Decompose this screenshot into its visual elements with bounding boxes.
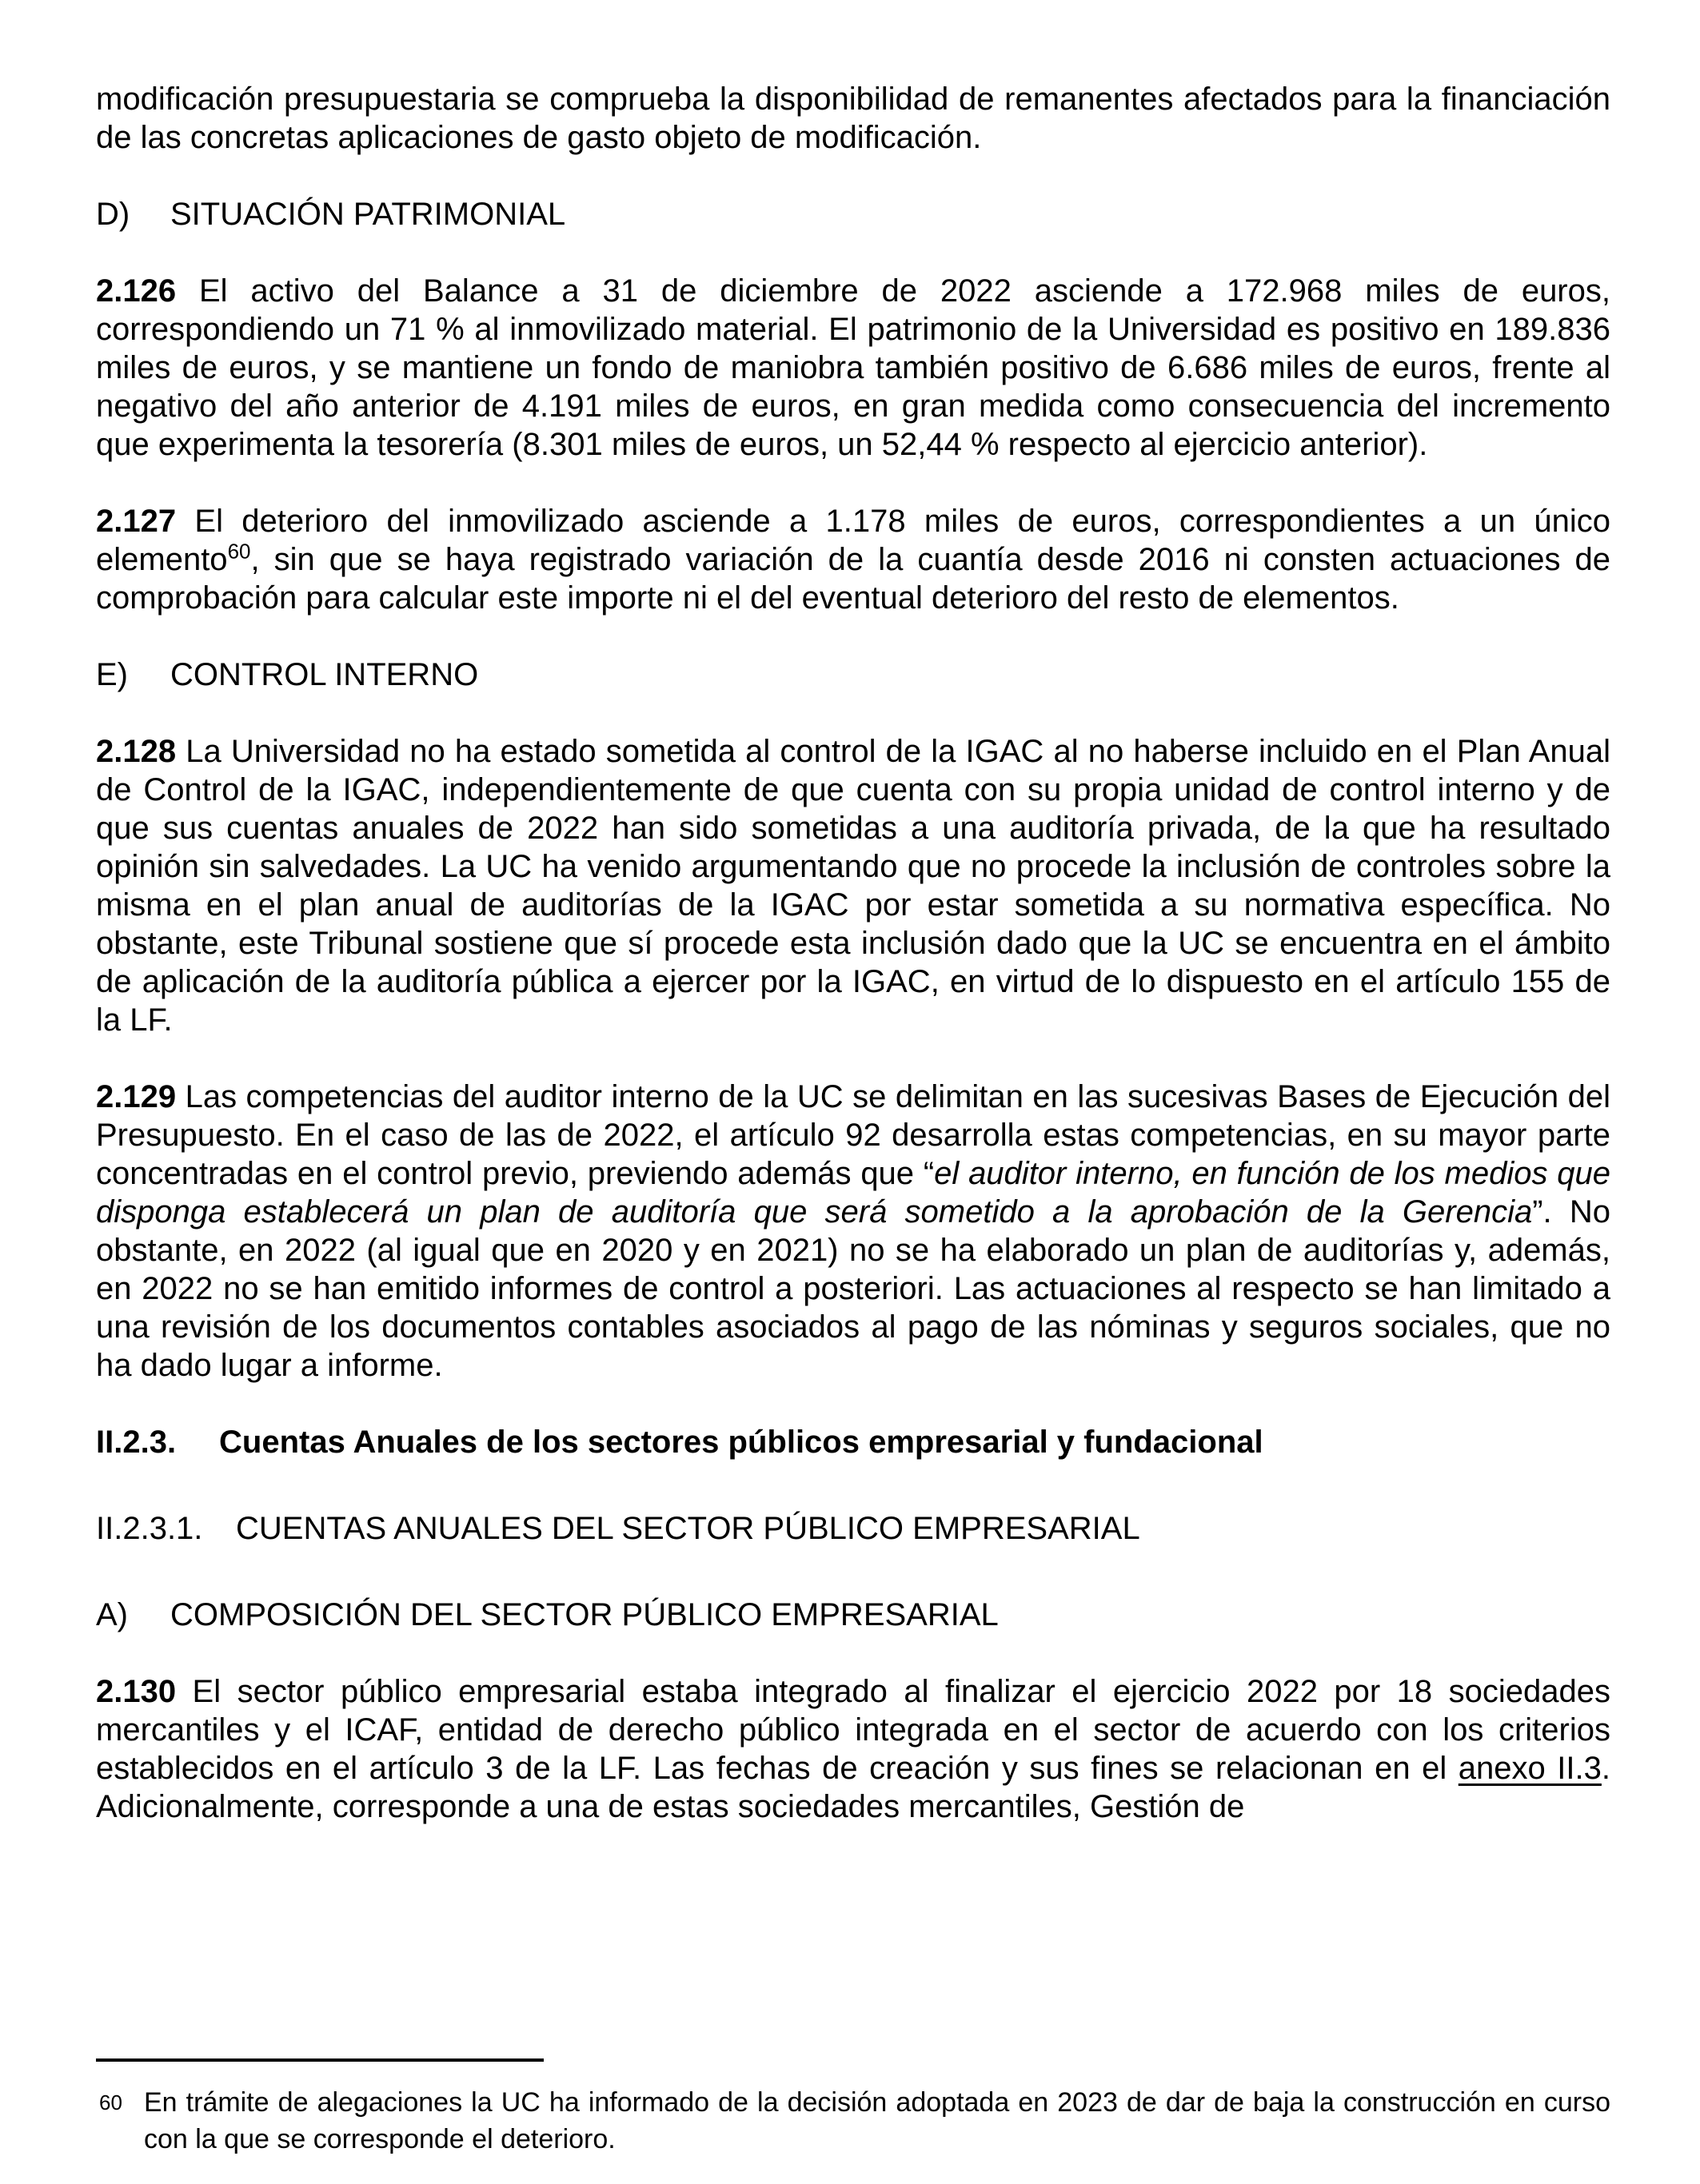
paragraph-2-126 <box>96 272 1610 464</box>
footnote-60-text: En trámite de alegaciones la UC ha informado de la decisión adoptada en 2023 de dar de baja la construcción en curso con la que se corresponde el deterioro. <box>144 2087 1610 2154</box>
paragraph-2-129-quote: el auditor interno, en función de los medios que disponga establecerá un plan de auditoría que será sometido a la aprobación de la Gerencia <box>96 1156 1610 1229</box>
heading-letter-a: A) <box>96 1597 128 1632</box>
paragraph-2-128-text: La Universidad no ha estado sometida al control de la IGAC al no haberse incluido en el Plan Anual de Control de la IGAC, independientemente de que cuenta con su propia unidad de control interno y de que sus cuentas anuales de 2022 han sido sometidas a una auditoría privada, de la que ha resultado opinión sin salvedades. La UC ha venido argumentando que no procede la inclusión de controles sobre la misma en el plan anual de auditorías de la IGAC por estar sometida a su normativa específica. No obstante, este Tribunal sostiene que sí procede esta inclusión dado que la UC se encuentra en el ámbito de aplicación de la auditoría pública a ejercer por la IGAC, en virtud de lo dispuesto en el artículo 155 de la LF. <box>96 734 1610 1038</box>
footnote-section <box>96 2058 1610 2158</box>
heading-ii-2-3-1-label: CUENTAS ANUALES DEL SECTOR PÚBLICO EMPRESARIAL <box>236 1511 1140 1546</box>
anexo-ii-3-link[interactable]: anexo II.3 <box>1458 1751 1602 1786</box>
heading-ii-2-3-1-number: II.2.3.1. <box>96 1511 203 1546</box>
paragraph-2-127 <box>96 502 1610 617</box>
heading-control-interno <box>96 656 1610 694</box>
paragraph-2-130 <box>96 1672 1610 1826</box>
paragraph-2-128 <box>96 732 1610 1039</box>
heading-ii-2-3-number: II.2.3. <box>96 1425 177 1460</box>
paragraph-2-127-text-after: , sin que se haya registrado variación de la cuantía desde 2016 ni consten actuaciones de comprobación para calcular este importe ni el del eventual deterioro del resto de elementos. <box>96 542 1610 616</box>
heading-ii-2-3-label: Cuentas Anuales de los sectores públicos empresarial y fundacional <box>219 1425 1263 1460</box>
footnote-60 <box>96 2084 1610 2158</box>
heading-composicion-label: COMPOSICIÓN DEL SECTOR PÚBLICO EMPRESARIAL <box>170 1597 999 1632</box>
footnote-reference-60[interactable]: 60 <box>227 539 251 564</box>
paragraph-2-129 <box>96 1078 1610 1385</box>
paragraph-number-2-129: 2.129 <box>96 1079 177 1114</box>
heading-letter-d: D) <box>96 197 130 232</box>
paragraph-2-126-text: El activo del Balance a 31 de diciembre de 2022 asciende a 172.968 miles de euros, correspondiendo un 71 % al inmovilizado material. El patrimonio de la Universidad es positivo en 189.836 miles de euros, y se mantiene un fondo de maniobra también positivo de 6.686 miles de euros, frente al negativo del año anterior de 4.191 miles de euros, en gran medida como consecuencia del incremento que experimenta la tesorería (8.301 miles de euros, un 52,44 % respecto al ejercicio anterior). <box>96 273 1610 462</box>
paragraph-number-2-126: 2.126 <box>96 273 177 309</box>
paragraph-2-129-text-after-quote: ”. No obstante, en 2022 (al igual que en 2020 y en 2021) no se ha elaborado un plan de auditorías y, además, en 2022 no se han emitido informes de control a posteriori. Las actuaciones al respecto se han limitado a una revisión de los documentos contables asociados al pago de las nóminas y seguros sociales, que no ha dado lugar a informe. <box>96 1194 1610 1383</box>
paragraph-number-2-127: 2.127 <box>96 504 177 539</box>
heading-ii-2-3-1 <box>96 1509 1610 1548</box>
heading-letter-e: E) <box>96 657 128 692</box>
paragraph-2-127-text-before: El deterioro del inmovilizado asciende a 1.178 miles de euros, correspondientes a un único elemento <box>96 504 1610 577</box>
footnote-separator-line <box>96 2058 544 2062</box>
footnote-60-number: 60 <box>99 2090 122 2114</box>
heading-control-interno-label: CONTROL INTERNO <box>170 657 479 692</box>
heading-situacion-patrimonial <box>96 195 1610 233</box>
paragraph-2-130-text-after-link: . Adicionalmente, corresponde a una de estas sociedades mercantiles, Gestión de <box>96 1751 1610 1824</box>
paragraph-intro: modificación presupuestaria se comprueba la disponibilidad de remanentes afectados para la financiación de las concretas aplicaciones de gasto objeto de modificación. <box>96 82 1610 155</box>
paragraph-number-2-130: 2.130 <box>96 1674 177 1709</box>
heading-ii-2-3 <box>96 1423 1610 1461</box>
paragraph-2-130-text-before-link: El sector público empresarial estaba integrado al finalizar el ejercicio 2022 por 18 sociedades mercantiles y el ICAF, entidad de derecho público integrada en el sector de acuerdo con los criterios establecidos en el artículo 3 de la LF. Las fechas de creación y sus fines se relacionan en el <box>96 1674 1610 1786</box>
paragraph-2-129-text-before-quote: Las competencias del auditor interno de la UC se delimitan en las sucesivas Bases de Ejecución del Presupuesto. En el caso de las de 2022, el artículo 92 desarrolla estas competencias, en su mayor parte concentradas en el control previo, previendo además que “ <box>96 1079 1610 1191</box>
heading-composicion <box>96 1596 1610 1634</box>
paragraph-number-2-128: 2.128 <box>96 734 177 769</box>
heading-situacion-patrimonial-label: SITUACIÓN PATRIMONIAL <box>170 197 566 232</box>
